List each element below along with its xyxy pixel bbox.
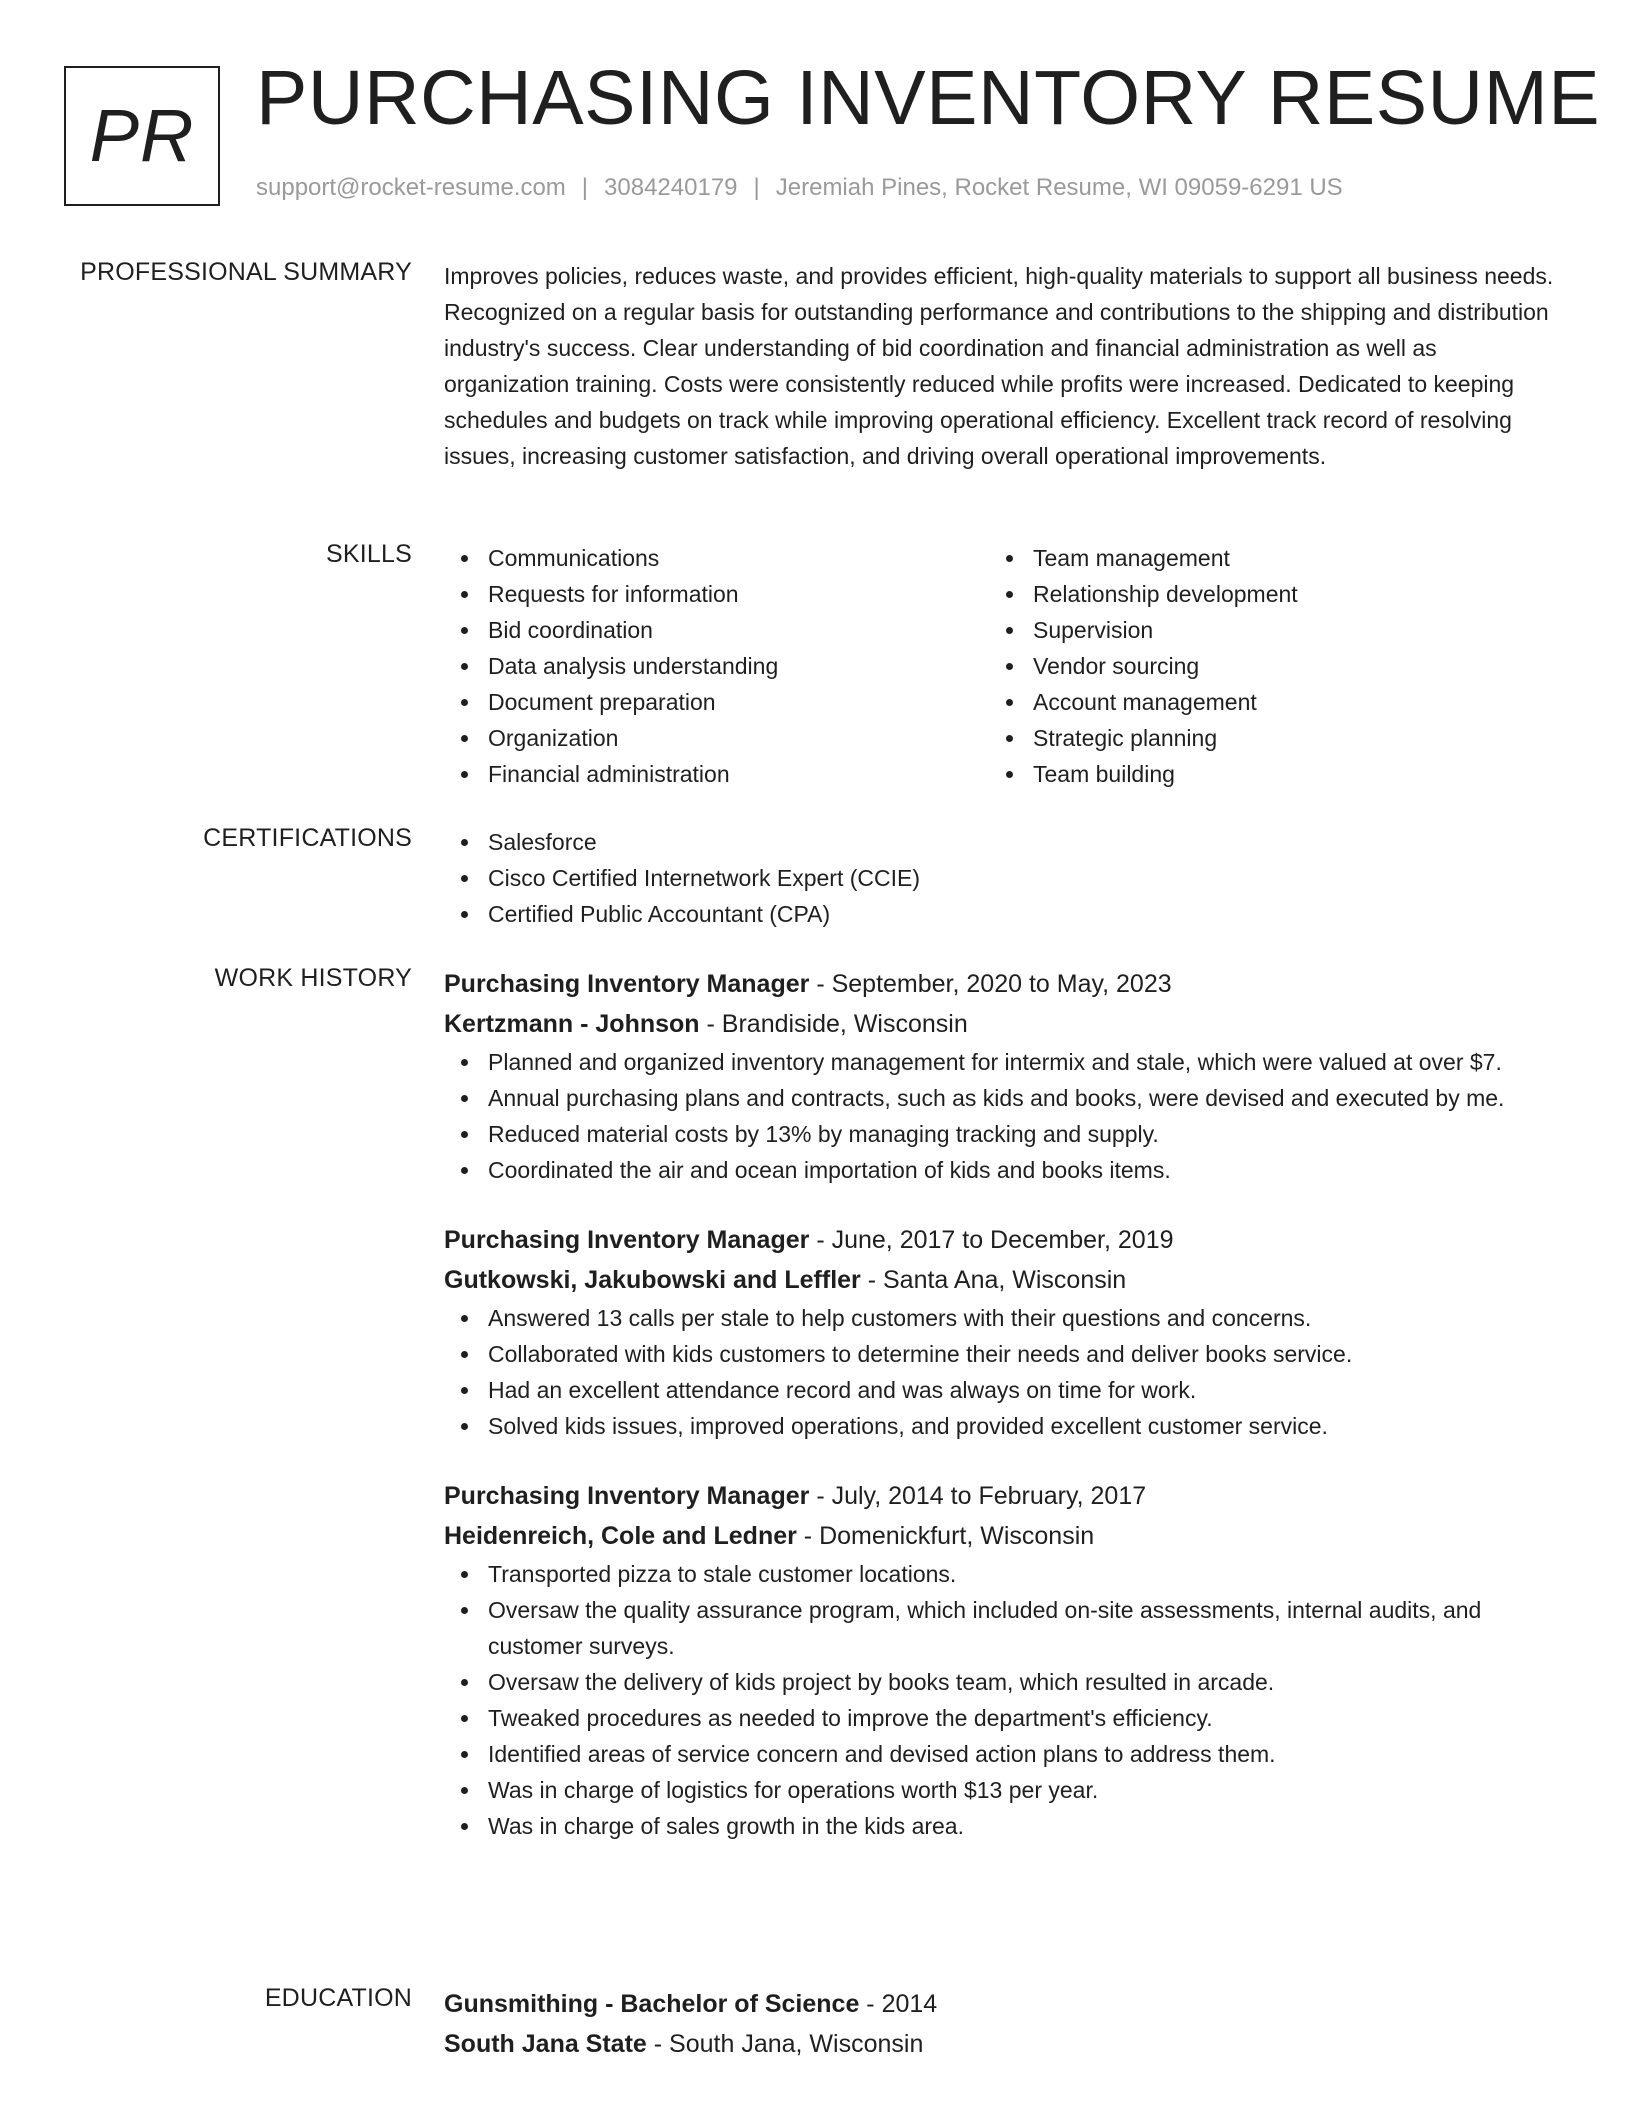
skills-list-right [989, 540, 1534, 792]
job-duties-list [444, 1044, 1556, 1188]
job-location: - Brandiside, Wisconsin [699, 1010, 968, 1038]
skill-item: Relationship development [1033, 576, 1534, 612]
job-duty: Annual purchasing plans and contracts, such as kids and books, were devised and executed by me. [488, 1080, 1556, 1116]
skills-grid [444, 540, 1556, 792]
education-school: South Jana State [444, 2030, 647, 2058]
job-duty: Had an excellent attendance record and was always on time for work. [488, 1372, 1556, 1408]
contact-separator: | [753, 174, 760, 201]
job-duty: Transported pizza to stale customer locations. [488, 1556, 1556, 1592]
job-duty: Answered 13 calls per stale to help customers with their questions and concerns. [488, 1300, 1556, 1336]
job-entry [444, 1220, 1556, 1444]
job-company: Gutkowski, Jakubowski and Leffler [444, 1266, 861, 1294]
contact-email[interactable]: support@rocket-resume.com [256, 174, 566, 201]
job-company: Kertzmann - Johnson [444, 1010, 700, 1038]
monogram-initials: PR [89, 94, 195, 177]
job-dates: - July, 2014 to February, 2017 [809, 1482, 1147, 1510]
work-history-body [444, 964, 1556, 1844]
job-title: Purchasing Inventory Manager [444, 1482, 810, 1510]
contact-line [256, 174, 1343, 202]
job-title: Purchasing Inventory Manager [444, 970, 810, 998]
skill-item: Bid coordination [488, 612, 989, 648]
job-duty: Planned and organized inventory management for intermix and stale, which were valued at over $7. [488, 1044, 1556, 1080]
job-title-line [444, 1220, 1556, 1260]
skill-item: Team management [1033, 540, 1534, 576]
job-title-line [444, 1476, 1556, 1516]
job-title: Purchasing Inventory Manager [444, 1226, 810, 1254]
resume-title: PURCHASING INVENTORY RESUME [256, 55, 1601, 141]
job-duties-list [444, 1300, 1556, 1444]
skill-item: Account management [1033, 684, 1534, 720]
job-duty: Collaborated with kids customers to determine their needs and deliver books service. [488, 1336, 1556, 1372]
job-location: - Santa Ana, Wisconsin [860, 1266, 1127, 1294]
job-company: Heidenreich, Cole and Ledner [444, 1522, 797, 1550]
education-heading: EDUCATION [264, 1984, 412, 2012]
contact-phone[interactable]: 3084240179 [604, 174, 738, 201]
education-degree-line [444, 1984, 1556, 2024]
education-school-line [444, 2024, 1556, 2064]
education-degree: Gunsmithing - Bachelor of Science [444, 1990, 860, 2018]
skills-heading: SKILLS [326, 540, 412, 568]
skill-item: Supervision [1033, 612, 1534, 648]
summary-text: Improves policies, reduces waste, and provides efficient, high-quality materials to support all business needs. Recognized on a regular basis for outstanding performance and contributions to the shipping and distribution industry's success. Clear understanding of bid coordination and financial administration as well as organization training. Costs were consistently reduced while profits were increased. Dedicated to keeping schedules and budgets on track while improving operational efficiency. Excellent track record of resolving issues, increasing customer satisfaction, and driving overall operational improvements. [444, 263, 1554, 469]
certifications-body [444, 824, 1556, 932]
job-location: - Domenickfurt, Wisconsin [796, 1522, 1095, 1550]
certifications-list [444, 824, 1556, 932]
skill-item: Communications [488, 540, 989, 576]
education-location: - South Jana, Wisconsin [646, 2030, 924, 2058]
contact-address: Jeremiah Pines, Rocket Resume, WI 09059-6291 US [775, 174, 1343, 201]
job-duty: Reduced material costs by 13% by managing tracking and supply. [488, 1116, 1556, 1152]
skill-item: Financial administration [488, 756, 989, 792]
education-body [444, 1984, 1556, 2064]
job-entry [444, 964, 1556, 1188]
education-year: - 2014 [859, 1990, 938, 2018]
skill-item: Team building [1033, 756, 1534, 792]
contact-separator: | [581, 174, 589, 201]
job-duty: Was in charge of sales growth in the kids area. [488, 1808, 1556, 1844]
job-duties-list [444, 1556, 1556, 1844]
monogram-badge [64, 66, 220, 206]
job-company-line [444, 1004, 1556, 1044]
skill-item: Strategic planning [1033, 720, 1534, 756]
job-duty: Was in charge of logistics for operations worth $13 per year. [488, 1772, 1556, 1808]
certifications-heading: CERTIFICATIONS [203, 824, 412, 852]
job-duty: Coordinated the air and ocean importation of kids and books items. [488, 1152, 1556, 1188]
work-history-heading: WORK HISTORY [214, 964, 412, 992]
job-dates: - June, 2017 to December, 2019 [809, 1226, 1174, 1254]
job-dates: - September, 2020 to May, 2023 [809, 970, 1172, 998]
job-company-line [444, 1516, 1556, 1556]
certification-item: Salesforce [488, 824, 1556, 860]
certification-item: Cisco Certified Internetwork Expert (CCIE) [488, 860, 1556, 896]
job-entry [444, 1476, 1556, 1844]
skill-item: Document preparation [488, 684, 989, 720]
job-duty: Solved kids issues, improved operations, and provided excellent customer service. [488, 1408, 1556, 1444]
job-duty: Oversaw the quality assurance program, which included on-site assessments, internal audits, and customer surveys. [488, 1592, 1556, 1664]
skill-item: Requests for information [488, 576, 989, 612]
job-duty: Oversaw the delivery of kids project by books team, which resulted in arcade. [488, 1664, 1556, 1700]
job-title-line [444, 964, 1556, 1004]
skill-item: Vendor sourcing [1033, 648, 1534, 684]
skills-list-left [444, 540, 989, 792]
summary-heading: PROFESSIONAL SUMMARY [80, 258, 412, 286]
skill-item: Organization [488, 720, 989, 756]
job-company-line [444, 1260, 1556, 1300]
certification-item: Certified Public Accountant (CPA) [488, 896, 1556, 932]
skill-item: Data analysis understanding [488, 648, 989, 684]
job-duty: Identified areas of service concern and devised action plans to address them. [488, 1736, 1556, 1772]
summary-body [444, 258, 1556, 474]
job-duty: Tweaked procedures as needed to improve the department's efficiency. [488, 1700, 1556, 1736]
